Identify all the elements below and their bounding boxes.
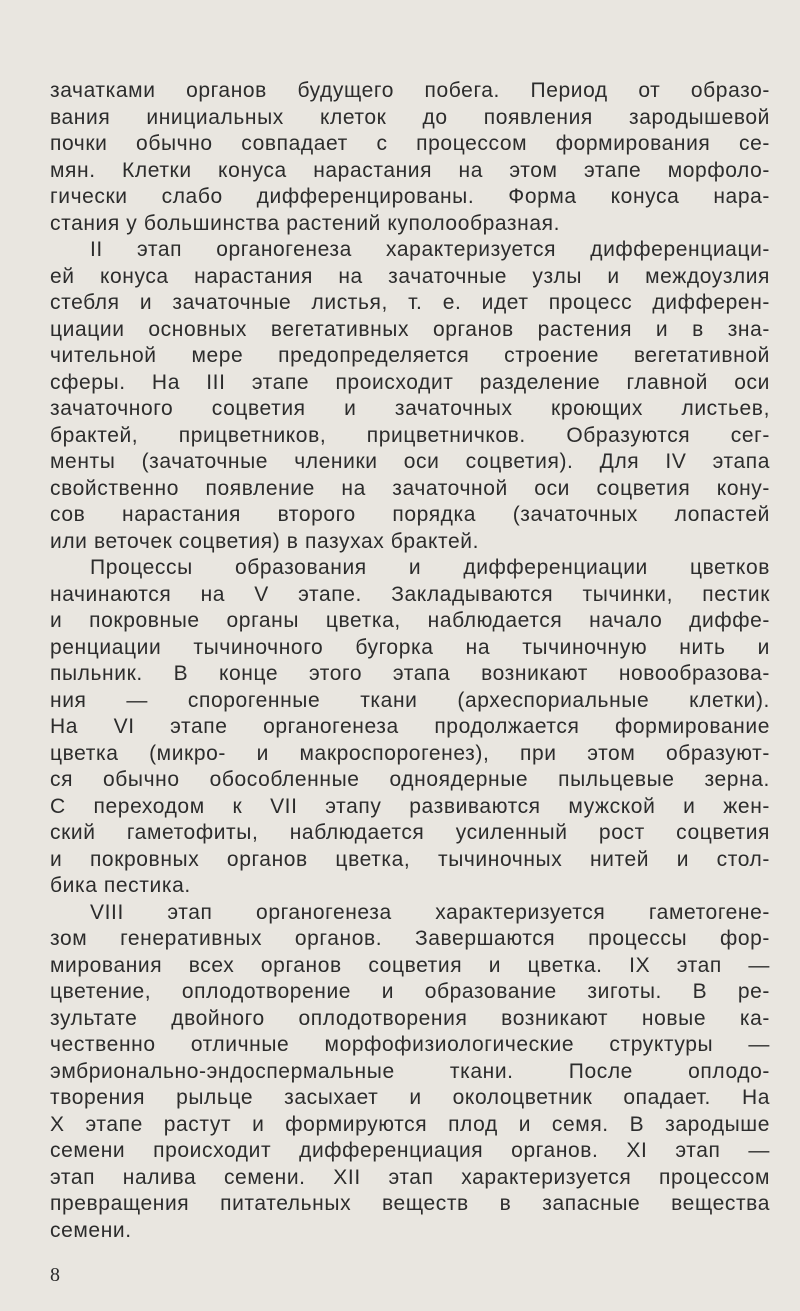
text-line: чительной мере предопределяется строение вегетативной (50, 344, 770, 367)
text-line: свойственно появление на зачаточной оси соцветия кону- (50, 476, 770, 500)
text-line: чественно отличные морфофизиологические структуры — (50, 1033, 770, 1056)
text-line: зом генеративных органов. Завершаются процессы фор- (50, 927, 770, 950)
text-line: эмбрионально-эндоспермальные ткани. После оплодо- (50, 1059, 770, 1083)
text-line: стебля и зачаточные листья, т. е. идет процесс дифферен- (50, 291, 770, 314)
body-text (50, 78, 770, 1248)
text-line: мян. Клетки конуса нарастания на этом этапе морфоло- (50, 158, 770, 182)
text-line: и покровные органы цветка, наблюдается начало диффе- (50, 609, 770, 632)
text-line: ренциации тычиночного бугорка на тычиночную нить и (50, 635, 770, 659)
text-line: почки обычно совпадает с процессом формирования се- (50, 132, 770, 155)
text-line: сферы. На III этапе происходит разделение главной оси (50, 370, 770, 394)
text-line: менты (зачаточные членики оси соцветия). Для IV этапа (50, 450, 770, 473)
text-line: X этапе растут и формируются плод и семя. В зародыше (50, 1112, 770, 1136)
text-line: стания у большинства растений куполообразная. (50, 211, 561, 235)
text-line: пыльник. В конце этого этапа возникают новообразова- (50, 662, 770, 685)
text-line: этап налива семени. XII этап характеризуется процессом (50, 1165, 770, 1189)
page-number: 8 (50, 1264, 60, 1286)
text-line: сов нарастания второго порядка (зачаточных лопастей (50, 503, 770, 526)
text-line: творения рыльце засыхает и околоцветник опадает. На (50, 1086, 770, 1109)
text-line: семени. (50, 1218, 132, 1242)
text-line: бика пестика. (50, 874, 191, 897)
text-line: гически слабо дифференцированы. Форма конуса нара- (50, 185, 770, 208)
text-line: семени происходит дифференциация органов. XI этап — (50, 1139, 770, 1162)
text-line: Процессы образования и дифференциации цветков (90, 556, 770, 579)
text-line: VIII этап органогенеза характеризуется гаметогене- (90, 900, 770, 924)
text-line: вания инициальных клеток до появления зародышевой (50, 105, 770, 129)
text-line: начинаются на V этапе. Закладываются тычинки, пестик (50, 582, 770, 606)
text-line: цветка (микро- и макроспорогенез), при этом образуют- (50, 741, 770, 765)
text-line: зачатками органов будущего побега. Период от образо- (50, 79, 770, 102)
text-line: циации основных вегетативных органов растения и в зна- (50, 317, 770, 341)
text-line: ся обычно обособленные одноядерные пыльцевые зерна. (50, 768, 770, 791)
text-line: брактей, прицветников, прицветничков. Образуются сег- (50, 423, 770, 447)
text-line: II этап органогенеза характеризуется дифференциаци- (90, 238, 770, 261)
text-line: или веточек соцветия) в пазухах брактей. (50, 529, 479, 553)
text-line: цветение, оплодотворение и образование зиготы. В ре- (50, 980, 770, 1003)
text-line: С переходом к VII этапу развиваются мужской и жен- (50, 794, 770, 818)
text-line: ния — спорогенные ткани (археспориальные клетки). (50, 688, 770, 712)
text-line: ский гаметофиты, наблюдается усиленный рост соцветия (50, 821, 770, 844)
text-line: мирования всех органов соцветия и цветка. IX этап — (50, 953, 770, 977)
text-line: зачаточного соцветия и зачаточных кроющих листьев, (50, 397, 770, 420)
text-line: На VI этапе органогенеза продолжается формирование (50, 715, 770, 738)
text-line: зультате двойного оплодотворения возникают новые ка- (50, 1006, 770, 1030)
text-line: превращения питательных веществ в запасные вещества (50, 1192, 770, 1215)
text-line: и покровных органов цветка, тычиночных нитей и стол- (50, 847, 770, 871)
text-line: ей конуса нарастания на зачаточные узлы и междоузлия (50, 264, 770, 288)
